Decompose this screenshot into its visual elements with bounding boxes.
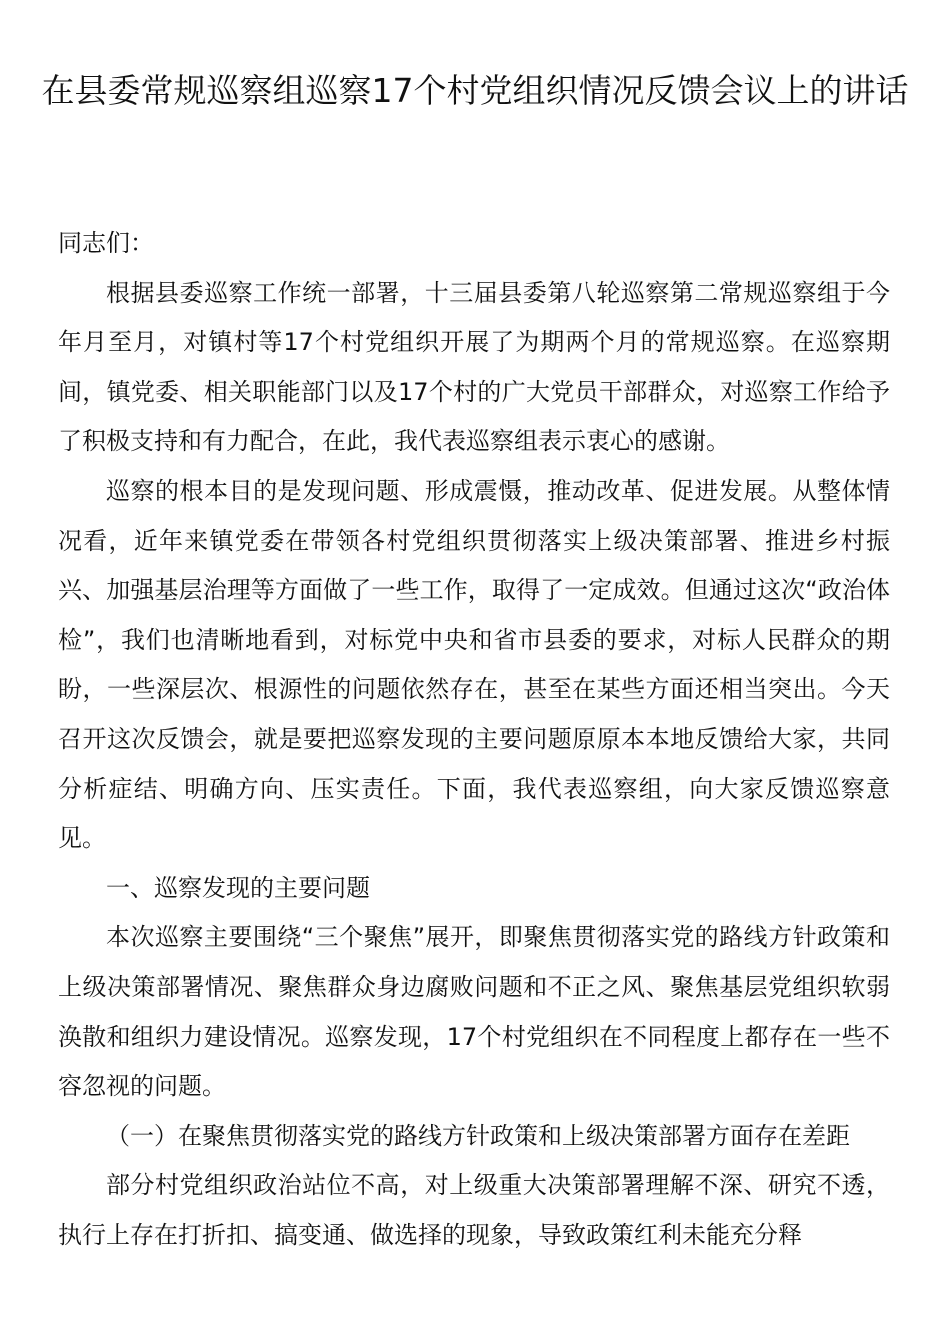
paragraph-intro: 根据县委巡察工作统一部署，十三届县委第八轮巡察第二常规巡察组于今年月至月，对镇村等17个村党组织开展了为期两个月的常规巡察。在巡察期间，镇党委、相关职能部门以及17个村的广大党员干部群众，对巡察工作给予了积极支持和有力配合，在此，我代表巡察组表示衷心的感谢。 [58,278,890,456]
subsection-paragraph: 部分村党组织政治站位不高，对上级重大决策部署理解不深、研究不透，执行上存在打折扣、搞变通、做选择的现象，导致政策红利未能充分释 [58,1171,890,1249]
document-body [58,219,890,1260]
document-title: 在县委常规巡察组巡察17个村党组织情况反馈会议上的讲话 [41,71,909,110]
paragraph-purpose: 巡察的根本目的是发现问题、形成震慑，推动改革、促进发展。从整体情况看，近年来镇党委在带领各村党组织贯彻落实上级决策部署、推进乡村振兴、加强基层治理等方面做了一些工作，取得了一定成效。但通过这次“政治体检”，我们也清晰地看到，对标党中央和省市县委的要求，对标人民群众的期盼，一些深层次、根源性的问题依然存在，甚至在某些方面还相当突出。今天召开这次反馈会，就是要把巡察发现的主要问题原原本本地反馈给大家，共同分析症结、明确方向、压实责任。下面，我代表巡察组，向大家反馈巡察意见。 [58,476,890,853]
subsection-heading: （一）在聚焦贯彻落实党的路线方针政策和上级决策部署方面存在差距 [106,1121,850,1150]
salutation: 同志们： [58,229,154,257]
section-paragraph: 本次巡察主要围绕“三个聚焦”展开，即聚焦贯彻落实党的路线方针政策和上级决策部署情况、聚焦群众身边腐败问题和不正之风、聚焦基层党组织软弱涣散和组织力建设情况。巡察发现，17个村党组织在不同程度上都存在一些不容忽视的问题。 [58,923,890,1101]
section-heading: 一、巡察发现的主要问题 [106,873,370,902]
